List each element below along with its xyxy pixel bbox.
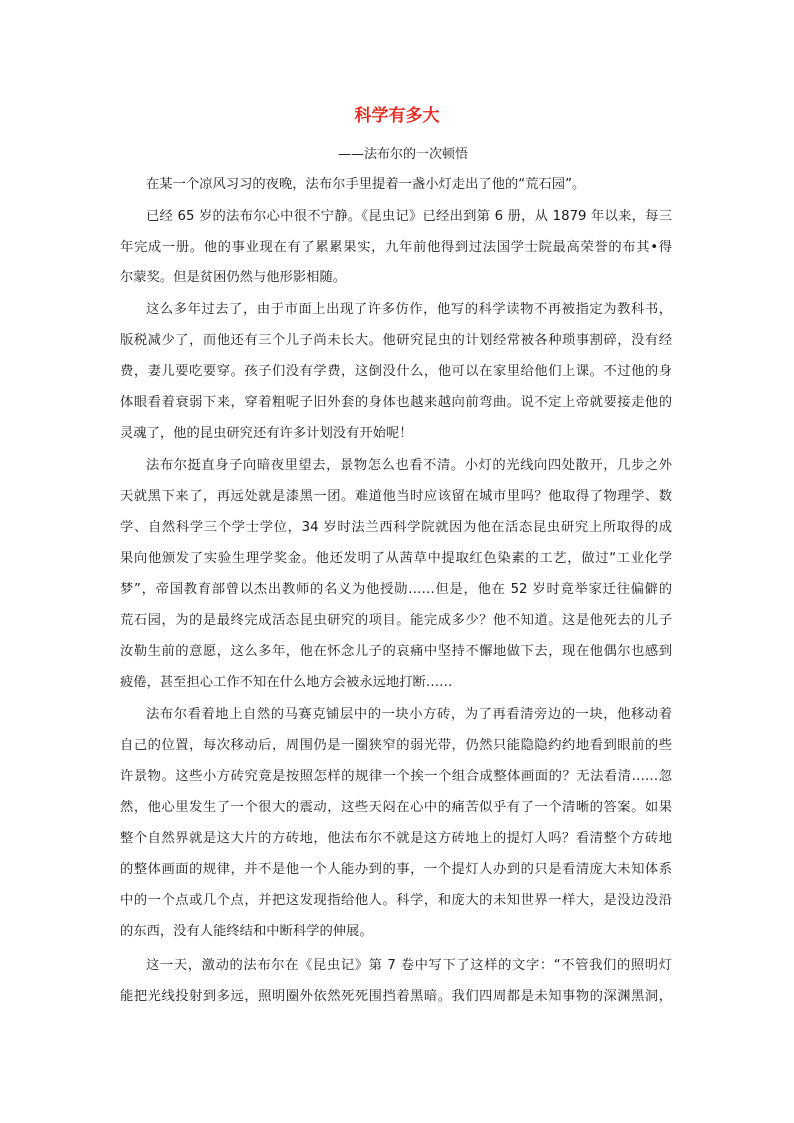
text-line: 法布尔看着地上自然的马赛克铺层中的一块小方砖，为了再看清旁边的一块，他移动着	[146, 707, 672, 722]
text-line: 尔蒙奖。但是贫困仍然与他形影相随。	[120, 270, 347, 285]
document-title: 科学有多大	[354, 106, 440, 126]
text-line: 能把光线投射到多远，照明圈外依然死死围挡着黑暗。我们四周都是未知事物的深渊黑洞，	[120, 989, 672, 1004]
text-line: 法布尔挺直身子向暗夜里望去，景物怎么也看不清。小灯的光线向四处散开，几步之外	[146, 458, 672, 473]
text-line: 疲倦，甚至担心工作不知在什么地方会被永远地打断……	[120, 675, 453, 690]
text-line: 体眼看着衰弱下来，穿着粗呢子旧外套的身体也越来越向前弯曲。说不定上帝就要接走他的	[120, 395, 672, 410]
text-line: 的整体画面的规律，并不是他一个人能办到的事，一个提灯人办到的只是看清庞大未知体系	[120, 862, 672, 877]
text-line: 中的一个点或几个点，并把这发现指给他人。科学，和庞大的未知世界一样大，是没边没沿	[120, 893, 672, 908]
text-line: 荒石园，为的是最终完成活态昆虫研究的项目。能完成多少？他不知道。这是他死去的儿子	[120, 613, 672, 628]
text-line: 费，妻儿要吃要穿。孩子们没有学费，这倒没什么，他可以在家里给他们上课。不过他的身	[120, 364, 672, 379]
text-line: 自己的位置，每次移动后，周围仍是一圈狭窄的弱光带，仍然只能隐隐约约地看到眼前的些	[120, 738, 672, 753]
text-line: 在某一个凉风习习的夜晚，法布尔手里提着一盏小灯走出了他的“荒石园”。	[146, 177, 586, 192]
text-line: 学、自然科学三个学士学位，34 岁时法兰西科学院就因为他在活态昆虫研究上所取得的成	[120, 520, 672, 535]
text-line: 汝勒生前的意愿，这么多年，他在怀念儿子的哀痛中坚持不懈地做下去，现在他偶尔也感到	[120, 644, 672, 659]
text-line: 的东西，没有人能终结和中断科学的伸展。	[120, 924, 373, 939]
text-line: 梦”，帝国教育部曾以杰出教师的名义为他授勋……但是，他在 52 岁时竟举家迁往偏僻的	[120, 582, 672, 597]
text-line: 整个自然界就是这大片的方砖地，他法布尔不就是这方砖地上的提灯人吗？看清整个方砖地	[120, 831, 672, 846]
text-line: 年完成一册。他的事业现在有了累累果实，九年前他得到过法国学士院最高荣誉的布其•得	[120, 240, 672, 255]
text-line: 果向他颁发了实验生理学奖金。他还发明了从茜草中提取红色染素的工艺，做过“工业化学	[120, 551, 672, 566]
document-subtitle: ——法布尔的一次顿悟	[338, 147, 469, 162]
text-line: 已经 65 岁的法布尔心中很不宁静。《昆虫记》已经出到第 6 册，从 1879 年以来，每三	[146, 209, 672, 224]
text-line: 灵魂了，他的昆虫研究还有许多计划没有开始呢！	[120, 426, 413, 441]
text-line: 天就黑下来了，再远处就是漆黑一团。难道他当时应该留在城市里吗？他取得了物理学、数	[120, 489, 672, 504]
text-line: 这么多年过去了，由于市面上出现了许多仿作，他写的科学读物不再被指定为教科书，	[146, 302, 672, 317]
text-line: 然，他心里发生了一个很大的震动，这些天闷在心中的痛苦似乎有了一个清晰的答案。如果	[120, 800, 672, 815]
text-line: 这一天，激动的法布尔在《昆虫记》第 7 卷中写下了这样的文字：“不管我们的照明灯	[146, 958, 672, 973]
text-line: 许景物。这些小方砖究竟是按照怎样的规律一个挨一个组合成整体画面的？无法看清……忽	[120, 769, 672, 784]
text-line: 版税减少了，而他还有三个儿子尚未长大。他研究昆虫的计划经常被各种琐事割碎，没有经	[120, 333, 672, 348]
